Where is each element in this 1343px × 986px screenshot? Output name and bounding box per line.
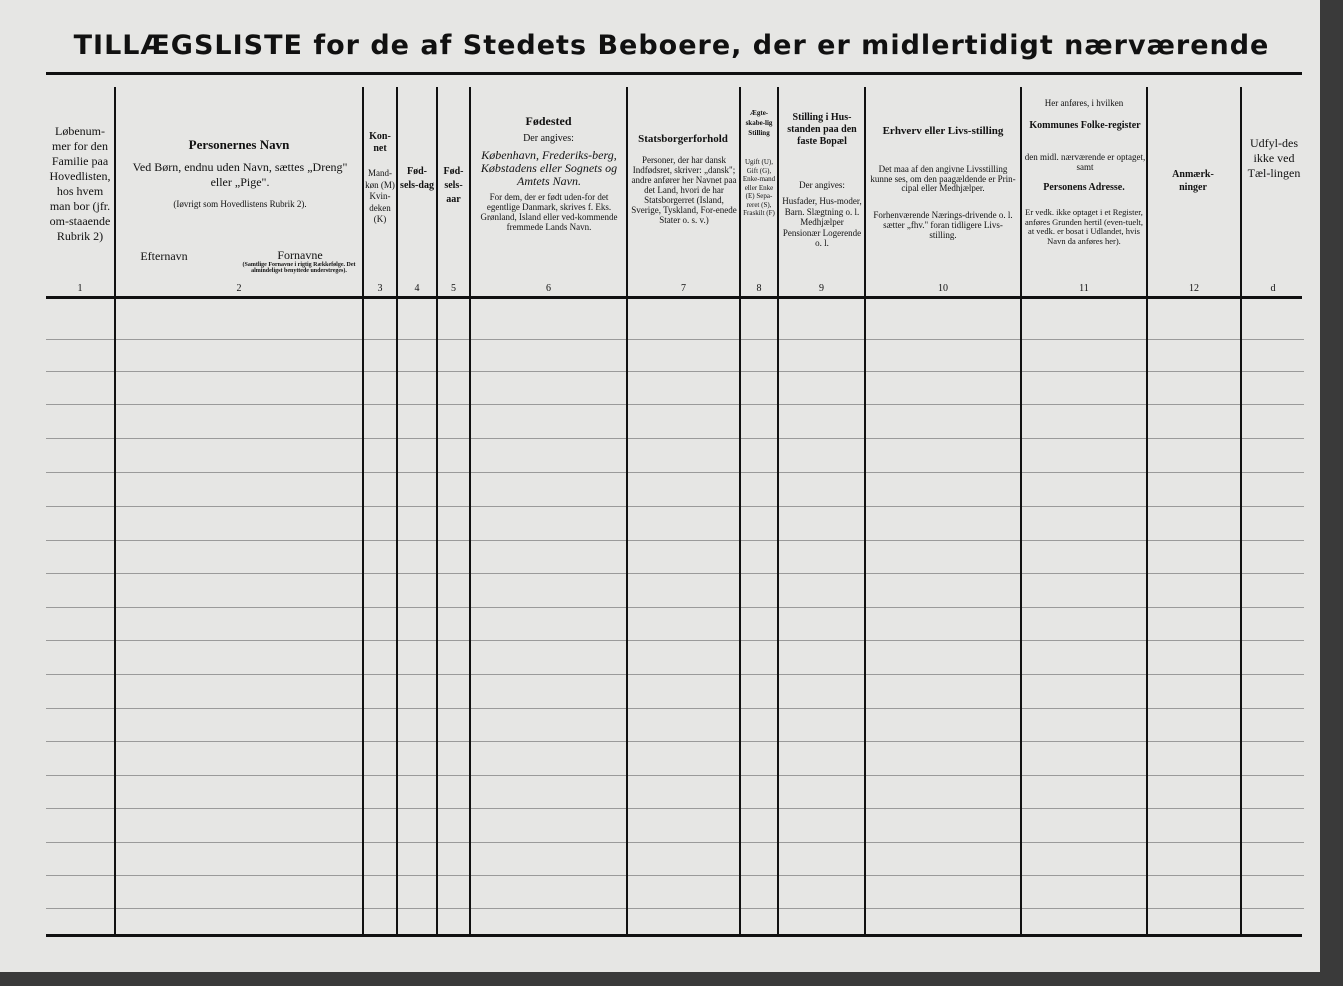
col6-body: København, Frederiks-berg, Købstadens eller Sognets og Amtets Navn. [480, 148, 618, 188]
column-divider [1146, 87, 1148, 935]
col6-sub: Der angives: [523, 133, 574, 144]
cold-title: Udfyl-des ikke ved Tæl-lingen [1247, 136, 1301, 180]
col-number: 1 [77, 283, 83, 294]
column-divider [1240, 87, 1242, 935]
col-number: 12 [1189, 283, 1199, 294]
col10-body2: Forhenværende Nærings-drivende o. l. sætter „fhv." foran tidligere Livs-stilling. [873, 210, 1013, 240]
col11-title: Kommunes Folke-register [1029, 120, 1141, 131]
col2-fornavne: Fornavne [277, 248, 323, 262]
bottom-rule [46, 934, 1302, 937]
col-number: 9 [819, 283, 824, 294]
page-title: TILLÆGSLISTE for de af Stedets Beboere, der er midlertidigt nærværende [73, 30, 1270, 61]
col-number: 2 [236, 283, 242, 294]
col2-efternavn: Efternavn [140, 249, 188, 263]
col10-title: Erhverv eller Livs-stilling [882, 125, 1004, 137]
col-number: 4 [414, 283, 420, 294]
col3-title: Kon-net [369, 131, 391, 154]
col-number: 6 [546, 283, 551, 294]
column-divider [864, 87, 866, 935]
col-number: 11 [1079, 283, 1089, 294]
column-divider [626, 87, 628, 935]
col8-title: Ægte-skabe-lig Stilling [745, 109, 773, 137]
col-number: 7 [681, 283, 686, 294]
column-divider [777, 87, 779, 935]
col11-top: Her anføres, i hvilken [1044, 98, 1124, 108]
col4-title: Fød-sels-dag [400, 166, 434, 191]
col2-instruction: Ved Børn, endnu uden Navn, sættes „Dreng" eller „Pige". [132, 160, 348, 189]
col12-title: Anmærk-ninger [1172, 169, 1214, 193]
col2-title: Personernes Navn [188, 137, 290, 152]
column-divider [1020, 87, 1022, 935]
col1-header: Løbenum-mer for den Familie paa Hovedlisten, hos hvem man bor (jfr. om-staaende Rubrik 2) [49, 124, 111, 243]
col-number: 8 [756, 283, 762, 294]
col8-body: Ugift (U), Gift (G), Enke-mand eller Enke (E) Sepa-reret (S), Fraskilt (F) [742, 158, 776, 217]
column-divider [396, 87, 398, 935]
col5-title: Fød-sels-aar [443, 166, 464, 205]
col-number: 10 [938, 283, 948, 294]
col-number: d [1270, 283, 1276, 294]
col9-sub: Der angives: [799, 180, 845, 190]
col11-mid: den midl. nærværende er optaget, samt [1024, 152, 1146, 172]
col2-fornavne-note: (Samtlige Fornavne i rigtig Rækkefølge. Det almindeligst benyttede understreges). [242, 262, 356, 274]
col11-body: Er vedk. ikke optaget i et Register, anføres Grunden hertil (even-tuelt, at vedk. er bosat i Udlandet, hvis Navn da anføres her). [1024, 207, 1143, 246]
col2-note: (Iøvrigt som Hovedlistens Rubrik 2). [173, 199, 307, 209]
col6-body2: For dem, der er født uden-for det egentlige Danmark, skrives f. Eks. Grønland, Island eller ved-kommende fremmede Lands Navn. [480, 192, 618, 232]
col7-title: Statsborgerforhold [638, 133, 728, 145]
col11-title2: Personens Adresse. [1043, 182, 1125, 193]
col10-body: Det maa af den angivne Livsstilling kunne ses, om den paagældende er Prin-cipal eller Medhjælper. [870, 164, 1016, 193]
header-bottom-rule [46, 296, 1302, 299]
col6-title: Fødested [525, 114, 572, 128]
col3-body: Mand-køn (M) Kvin-deken (K) [365, 168, 395, 224]
column-divider [469, 87, 471, 935]
column-divider [436, 87, 438, 935]
column-divider [114, 87, 116, 935]
col9-body: Husfader, Hus-moder, Barn. Slægtning o. l. Medhjælper Pensionær Logerende o. l. [782, 196, 862, 248]
col7-body: Personer, der har dansk Indfødsret, skriver: „dansk"; andre anfører her Navnet paa det Land, hvori de har Statsborgerret (Island, Sverige, Tyskland, For-enede Stater o. s. v.) [631, 155, 737, 225]
col-number: 3 [377, 283, 383, 294]
top-rule [46, 72, 1302, 75]
col9-title: Stilling i Hus-standen paa den faste Bopæl [787, 112, 857, 147]
col-number: 5 [451, 283, 456, 294]
